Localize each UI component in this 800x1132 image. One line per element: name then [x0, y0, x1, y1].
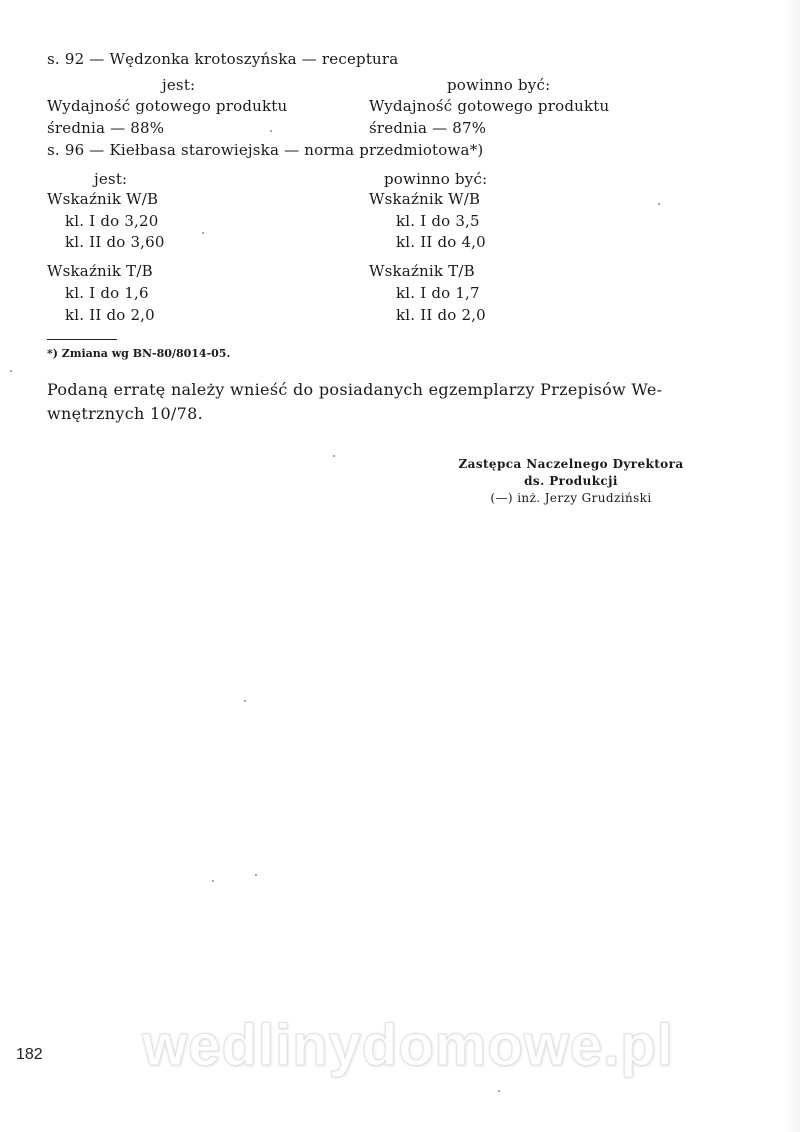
right-line: Wydajność gotowego produktu: [369, 97, 610, 115]
scan-speck: [202, 232, 204, 234]
watermark: wedlinydomowe.pl: [142, 1013, 674, 1078]
class-row: kl. I do 1,7: [396, 284, 480, 302]
scan-speck: [498, 1090, 500, 1092]
scan-speck: [212, 880, 214, 882]
section-heading-s96: s. 96 — Kiełbasa starowiejska — norma przedmiotowa*): [47, 141, 484, 159]
right-label-powinno: powinno być:: [384, 170, 488, 188]
scan-speck: [244, 700, 246, 702]
scan-speck: [255, 874, 257, 876]
class-row: kl. I do 1,6: [65, 284, 149, 302]
right-line: średnia — 87%: [369, 119, 487, 137]
signature-line: ds. Produkcji: [524, 474, 618, 488]
section-heading-s92: s. 92 — Wędzonka krotoszyńska — receptura: [47, 50, 399, 68]
left-label-jest: jest:: [94, 170, 128, 188]
page-number: 182: [16, 1046, 43, 1063]
scan-edge: [782, 0, 800, 1132]
group-title: Wskaźnik W/B: [369, 190, 481, 208]
left-line: średnia — 88%: [47, 119, 165, 137]
signature-line: (—) inż. Jerzy Grudziński: [490, 491, 652, 505]
group-title: Wskaźnik T/B: [369, 262, 475, 280]
group-title: Wskaźnik W/B: [47, 190, 159, 208]
class-row: kl. II do 2,0: [65, 306, 155, 324]
group-title: Wskaźnik T/B: [47, 262, 153, 280]
class-row: kl. II do 4,0: [396, 233, 486, 251]
signature-line: Zastępca Naczelnego Dyrektora: [458, 457, 684, 471]
footnote-rule: [47, 339, 117, 340]
scan-speck: [333, 455, 335, 457]
class-row: kl. II do 2,0: [396, 306, 486, 324]
scan-speck: [658, 203, 660, 205]
scan-speck: [270, 130, 272, 132]
right-label-powinno: powinno być:: [447, 76, 551, 94]
body-text-line: wnętrznych 10/78.: [47, 404, 203, 423]
scan-speck: [10, 370, 12, 372]
left-label-jest: jest:: [162, 76, 196, 94]
class-row: kl. I do 3,20: [65, 212, 159, 230]
class-row: kl. I do 3,5: [396, 212, 480, 230]
body-text-line: Podaną erratę należy wnieść do posiadanych egzemplarzy Przepisów We-: [47, 380, 663, 399]
class-row: kl. II do 3,60: [65, 233, 165, 251]
left-line: Wydajność gotowego produktu: [47, 97, 288, 115]
footnote: *) Zmiana wg BN-80/8014-05.: [47, 347, 231, 360]
